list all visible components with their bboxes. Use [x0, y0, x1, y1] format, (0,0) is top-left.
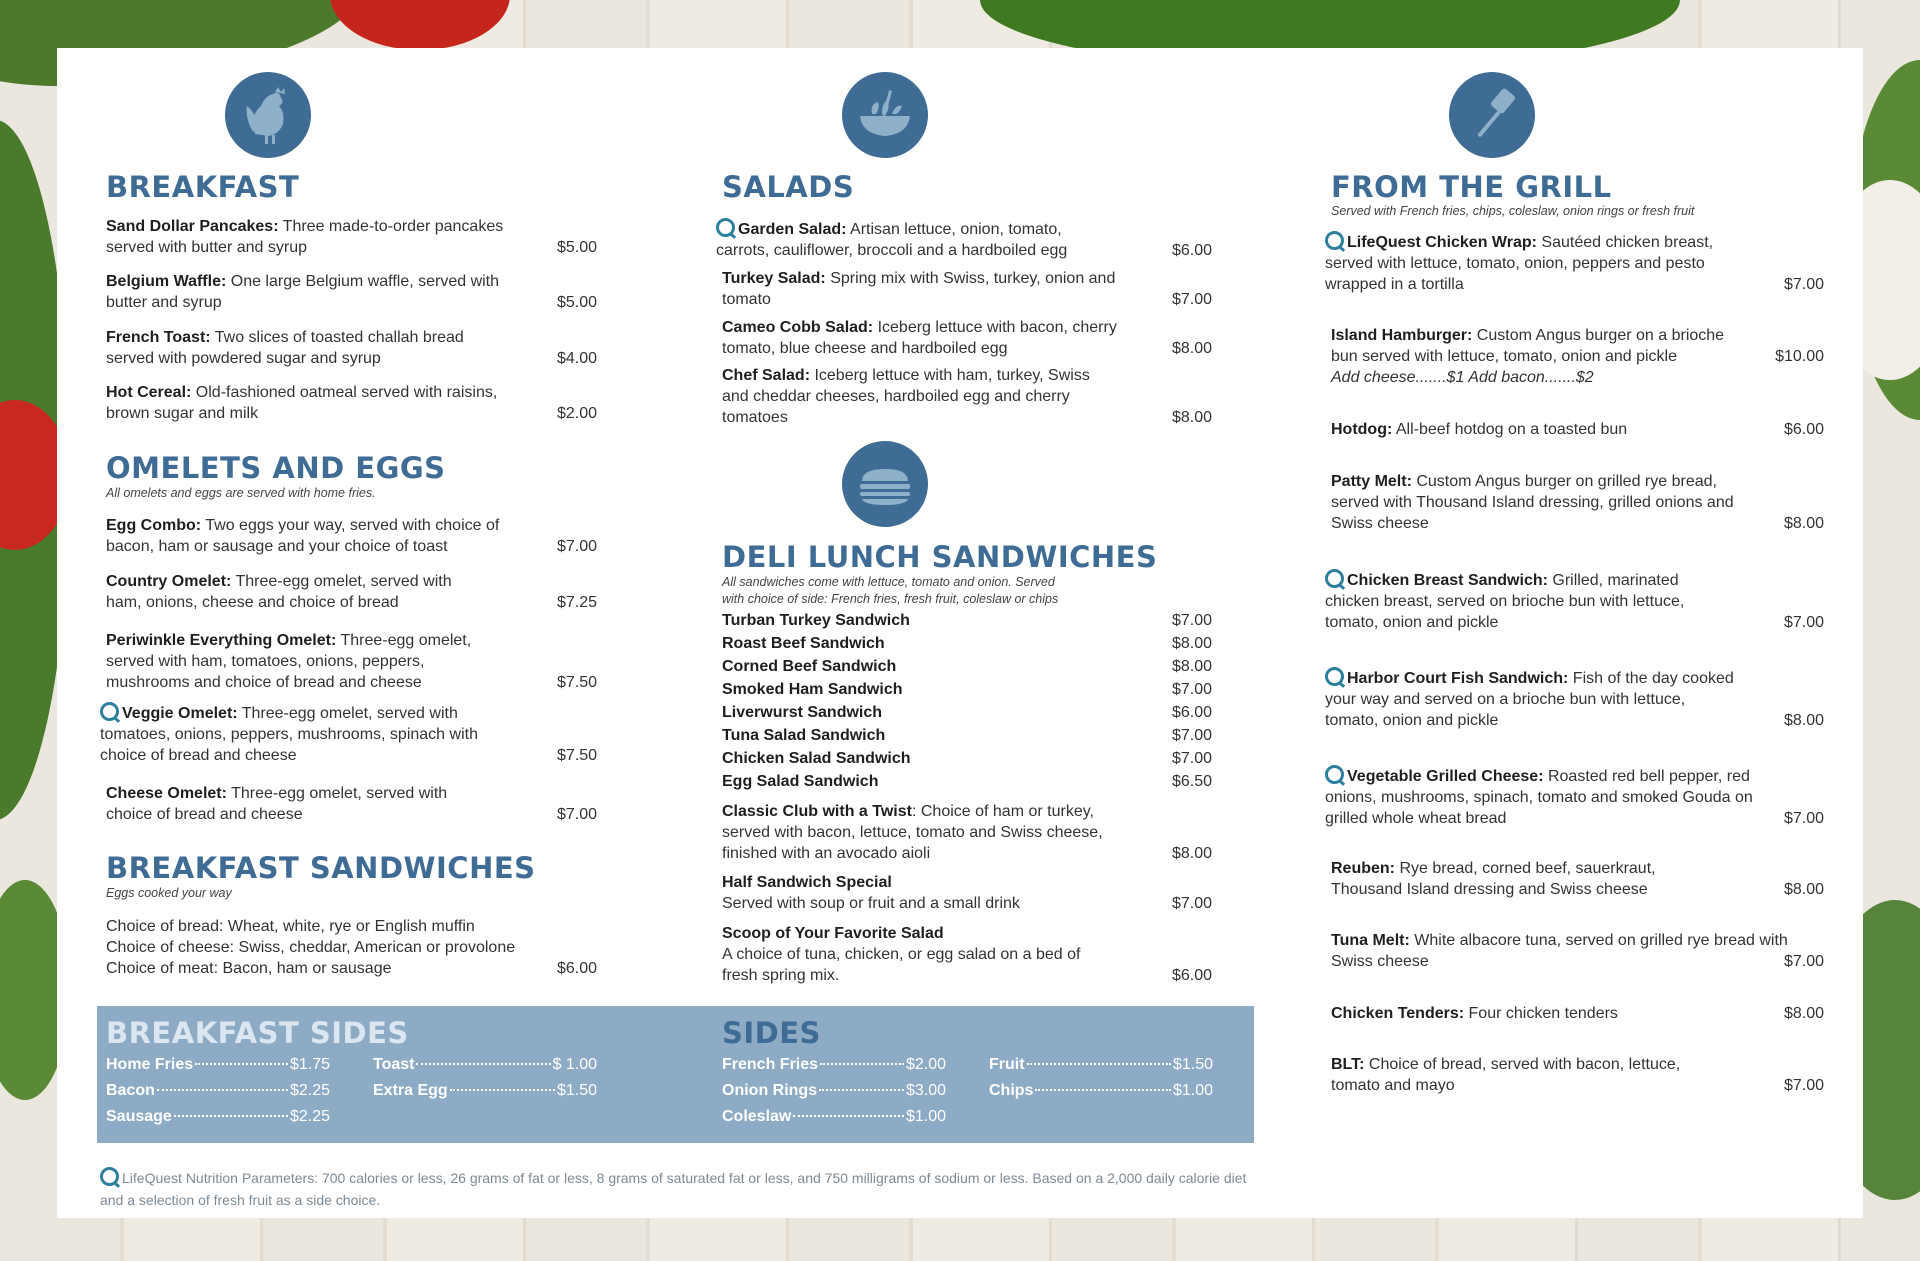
section-title-salads: SALADS: [722, 170, 855, 204]
side-item: Sausage $2.25: [106, 1108, 330, 1125]
menu-item: Harbor Court Fish Sandwich: Fish of the day cooked your way and served on a brioche bun with lettuce, tomato, onion and pickle $8.00: [1325, 667, 1824, 731]
lifequest-icon: [1325, 667, 1344, 686]
menu-item: Tuna Melt: White albacore tuna, served on grilled rye bread with Swiss cheese $7.00: [1331, 932, 1824, 970]
menu-item: Vegetable Grilled Cheese: Roasted red bell pepper, red onions, mushrooms, spinach, tomato and smoked Gouda on grilled whole wheat bread $7.00: [1325, 765, 1824, 829]
section-subtitle: Served with French fries, chips, coleslaw, onion rings or fresh fruit: [1331, 204, 1695, 218]
lifequest-icon: [1325, 569, 1344, 588]
menu-item: Cameo Cobb Salad: Iceberg lettuce with bacon, cherry tomato, blue cheese and hardboiled egg $8.00: [722, 319, 1212, 357]
section-title-grill: FROM THE GRILL: [1331, 170, 1612, 204]
list-item: Tuna Salad Sandwich $7.00: [722, 727, 1212, 744]
section-subtitle: All omelets and eggs are served with home fries.: [106, 486, 376, 500]
menu-item: French Toast: Two slices of toasted challah bread served with powdered sugar and syrup $4.00: [106, 329, 597, 367]
section-title-omelets: OMELETS AND EGGS: [106, 451, 446, 485]
list-item: Egg Salad Sandwich $6.50: [722, 773, 1212, 790]
menu-item: BLT: Choice of bread, served with bacon, lettuce, tomato and mayo $7.00: [1331, 1056, 1824, 1094]
section-title-breakfast-sides: BREAKFAST SIDES: [106, 1016, 409, 1050]
menu-item: Classic Club with a Twist: Choice of ham or turkey, served with bacon, lettuce, tomato and Swiss cheese, finished with an avocado aioli $8.00: [722, 803, 1212, 862]
spatula-icon: [1449, 72, 1535, 158]
menu-item: Veggie Omelet: Three-egg omelet, served with tomatoes, onions, peppers, mushrooms, spinach with choice of bread and cheese $7.50: [100, 702, 597, 766]
lifequest-icon: [716, 218, 735, 237]
menu-item: Chicken Breast Sandwich: Grilled, marinated chicken breast, served on brioche bun with lettuce, tomato, onion and pickle $7.00: [1325, 569, 1824, 633]
section-subtitle: All sandwiches come with lettuce, tomato and onion. Served with choice of side: French fries, fresh fruit, coleslaw or chips: [722, 575, 1059, 606]
lifequest-icon: [100, 1167, 119, 1186]
side-item: Home Fries $1.75: [106, 1056, 330, 1073]
menu-item: Periwinkle Everything Omelet: Three-egg omelet, served with ham, tomatoes, onions, peppers, mushrooms and choice of bread and cheese $7.50: [106, 632, 597, 691]
side-item: Fruit $1.50: [989, 1056, 1213, 1073]
rooster-icon: [225, 72, 311, 158]
list-item: Chicken Salad Sandwich $7.00: [722, 750, 1212, 767]
menu-item: Sand Dollar Pancakes: Three made-to-order pancakes served with butter and syrup $5.00: [106, 218, 597, 256]
side-item: Coleslaw $1.00: [722, 1108, 946, 1125]
menu-item: Patty Melt: Custom Angus burger on grilled rye bread, served with Thousand Island dressing, grilled onions and Swiss cheese $8.00: [1331, 473, 1824, 532]
menu-item: Scoop of Your Favorite Salad A choice of tuna, chicken, or egg salad on a bed of fresh spring mix. $6.00: [722, 925, 1212, 984]
menu-item: Belgium Waffle: One large Belgium waffle, served with butter and syrup $5.00: [106, 273, 597, 311]
list-item: Turban Turkey Sandwich $7.00: [722, 612, 1212, 629]
menu-item: Hot Cereal: Old-fashioned oatmeal served with raisins, brown sugar and milk $2.00: [106, 384, 597, 422]
menu-item: Reuben: Rye bread, corned beef, sauerkraut, Thousand Island dressing and Swiss cheese $8.00: [1331, 860, 1824, 898]
menu-item: Hotdog: All-beef hotdog on a toasted bun $6.00: [1331, 421, 1824, 438]
lifequest-icon: [1325, 231, 1344, 250]
salad-bowl-icon: [842, 72, 928, 158]
side-item: Bacon $2.25: [106, 1082, 330, 1099]
nutrition-footnote: LifeQuest Nutrition Parameters: 700 calories or less, 26 grams of fat or less, 8 grams of saturated fat or less, and 750 milligrams of sodium or less. Based on a 2,000 daily calorie diet and a selection of fresh fruit as a side choice.: [100, 1167, 1250, 1211]
menu-item: Choice of bread: Wheat, white, rye or English muffin Choice of cheese: Swiss, cheddar, American or provolone Choice of meat: Bacon, ham or sausage $6.00: [106, 918, 597, 977]
section-subtitle: Eggs cooked your way: [106, 886, 232, 900]
lifequest-icon: [1325, 765, 1344, 784]
list-item: Roast Beef Sandwich $8.00: [722, 635, 1212, 652]
section-title-deli: DELI LUNCH SANDWICHES: [722, 540, 1158, 574]
lifequest-icon: [100, 702, 119, 721]
sandwich-icon: [842, 441, 928, 527]
menu-item: Egg Combo: Two eggs your way, served with choice of bacon, ham or sausage and your choice of toast $7.00: [106, 517, 597, 555]
section-title-breakfast-sandwiches: BREAKFAST SANDWICHES: [106, 851, 536, 885]
list-item: Smoked Ham Sandwich $7.00: [722, 681, 1212, 698]
menu-item: LifeQuest Chicken Wrap: Sautéed chicken breast, served with lettuce, tomato, onion, peppers and pesto wrapped in a tortilla $7.00: [1325, 231, 1824, 295]
menu-item: Island Hamburger: Custom Angus burger on a brioche bun served with lettuce, tomato, onion and pickle Add cheese.......$1 Add bacon.......$2 $10.00: [1331, 327, 1824, 386]
section-title-sides: SIDES: [722, 1016, 821, 1050]
menu-item: Chef Salad: Iceberg lettuce with ham, turkey, Swiss and cheddar cheeses, hardboiled egg and cherry tomatoes $8.00: [722, 367, 1212, 426]
side-item: Extra Egg $1.50: [373, 1082, 597, 1099]
side-item: Onion Rings $3.00: [722, 1082, 946, 1099]
menu-item: Half Sandwich Special Served with soup or fruit and a small drink $7.00: [722, 874, 1212, 912]
side-item: French Fries $2.00: [722, 1056, 946, 1073]
sides-band: [97, 1006, 1254, 1143]
side-item: Chips $1.00: [989, 1082, 1213, 1099]
menu-sheet: [57, 48, 1863, 1218]
menu-item: Country Omelet: Three-egg omelet, served with ham, onions, cheese and choice of bread $7.25: [106, 573, 597, 611]
list-item: Corned Beef Sandwich $8.00: [722, 658, 1212, 675]
list-item: Liverwurst Sandwich $6.00: [722, 704, 1212, 721]
side-item: Toast $ 1.00: [373, 1056, 597, 1073]
menu-item: Chicken Tenders: Four chicken tenders $8.00: [1331, 1005, 1824, 1022]
menu-item: Cheese Omelet: Three-egg omelet, served with choice of bread and cheese $7.00: [106, 785, 597, 823]
menu-item: Garden Salad: Artisan lettuce, onion, tomato, carrots, cauliflower, broccoli and a hardboiled egg $6.00: [716, 218, 1212, 261]
menu-item: Turkey Salad: Spring mix with Swiss, turkey, onion and tomato $7.00: [722, 270, 1212, 308]
section-title-breakfast: BREAKFAST: [106, 170, 300, 204]
